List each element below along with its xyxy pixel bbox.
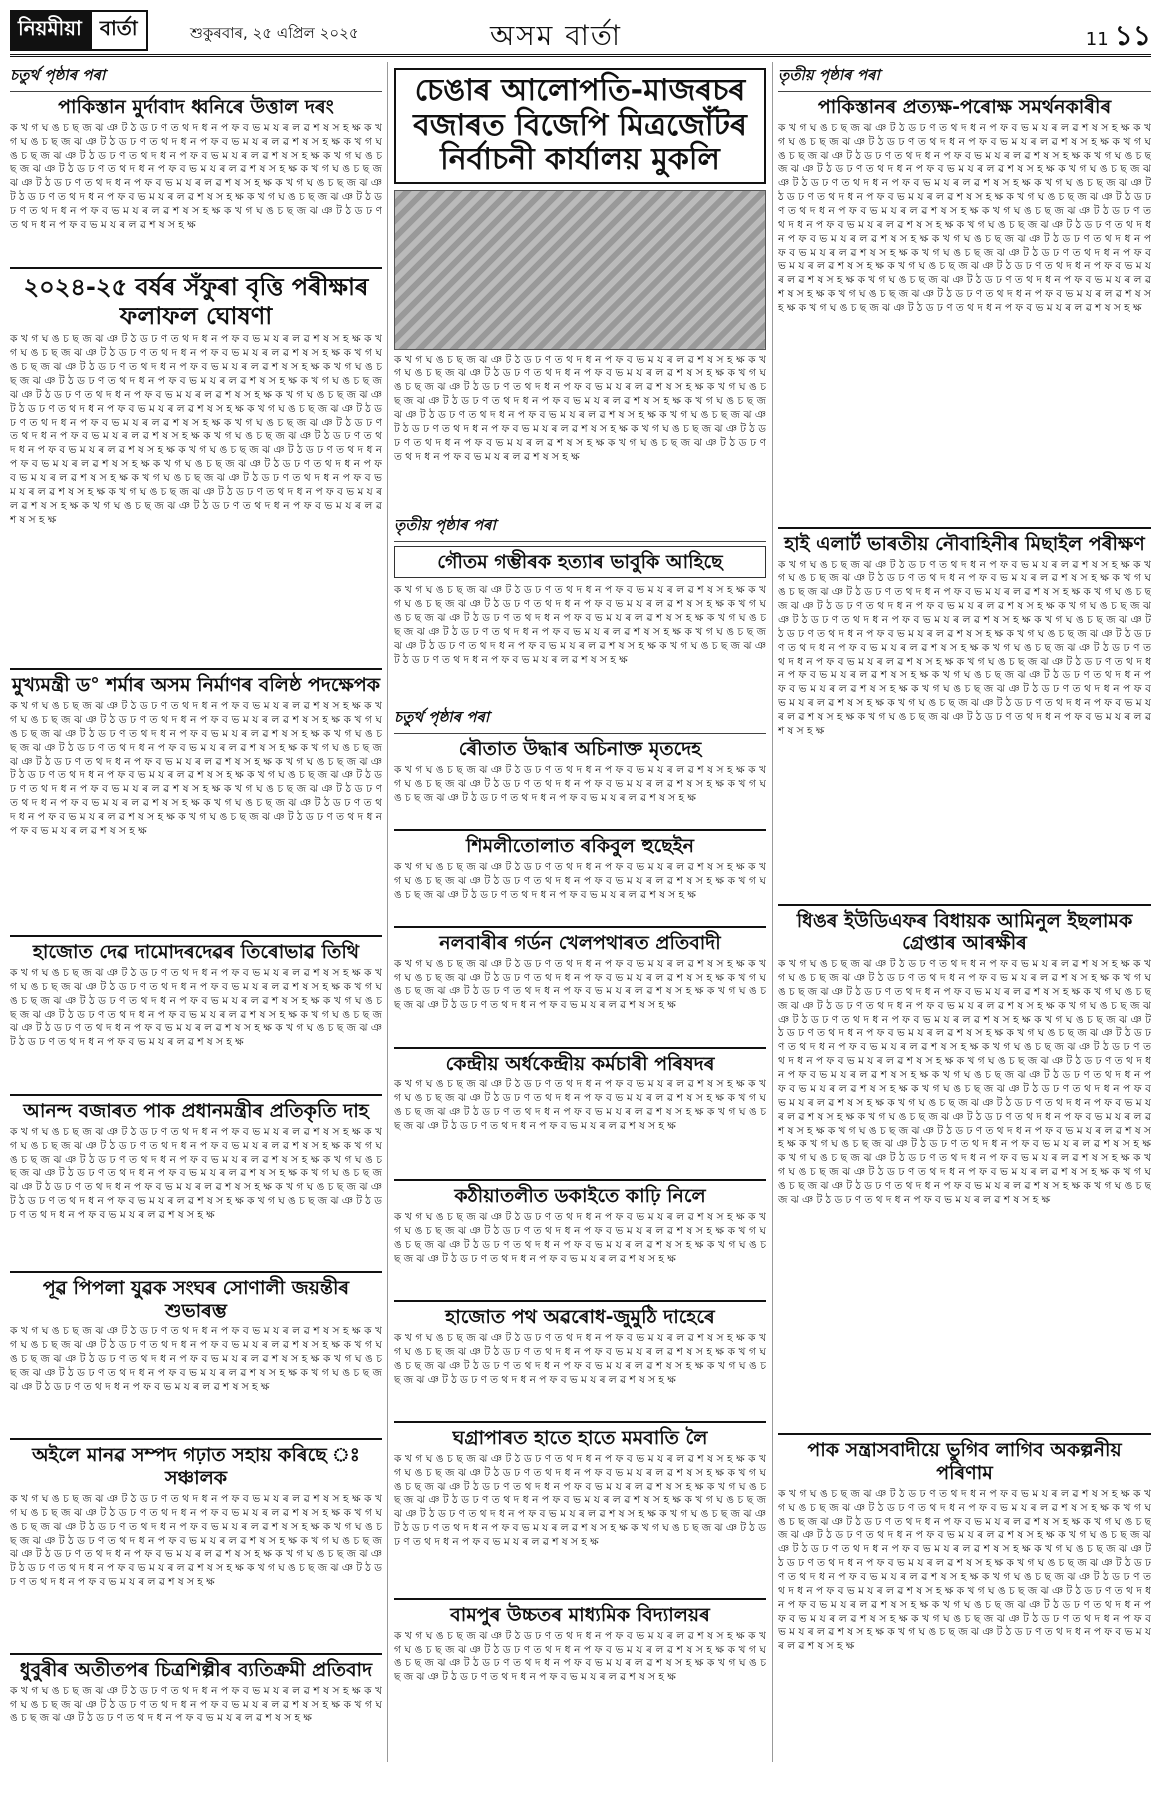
lead-headline: চেঙাৰ আলোপতি-মাজৰচৰ বজাৰত বিজেপি মিত্ৰজোঁটৰ নিৰ্বাচনী কাৰ্যালয় মুকলি: [394, 68, 766, 184]
headline: পাকিস্তান মুৰ্দাবাদ ধ্বনিৰে উত্তাল দৰং: [58, 96, 334, 118]
continued-label: তৃতীয় পৃষ্ঠাৰ পৰা: [778, 62, 1151, 92]
headline: আনন্দ বজাৰত পাক প্ৰধানমন্ত্ৰীৰ প্ৰতিকৃতি দাহ: [23, 1099, 369, 1122]
logo-right: বাৰ্তা: [90, 10, 148, 51]
section-title: অসম বাৰ্তা: [490, 19, 623, 52]
headline: অইলে মানৱ সম্পদ গঢ়াত সহায় কৰিছে ঃ সঞ্চালক: [32, 1444, 360, 1490]
article-body: ক খ গ ঘ ঙ চ ছ জ ঝ ঞ ট ঠ ড ঢ ণ ত থ দ ধ ন প ফ ব ভ ম য ৰ ল ৱ শ ষ স হ ক্ষ ক খ গ ঘ ঙ চ ছ জ ঝ ঞ ট ঠ ড ঢ ণ ত থ দ ধ ন প ফ ব ভ ম য ৰ ল ৱ শ ষ স হ ক্ষ ক খ গ ঘ ঙ চ ছ জ ঝ ঞ ট ঠ ড ঢ ণ ত থ দ ধ ন প ফ ব ভ ম য ৰ ল ৱ শ ষ স হ ক্ষ ক খ গ ঘ ঙ চ ছ জ ঝ ঞ ট ঠ ড ঢ ণ ত থ দ ধ ন প ফ ব ভ ম য ৰ ল ৱ শ ষ স হ ক্ষ: [394, 1078, 766, 1133]
article-body: ক খ গ ঘ ঙ চ ছ জ ঝ ঞ ট ঠ ড ঢ ণ ত থ দ ধ ন প ফ ব ভ ম য ৰ ল ৱ শ ষ স হ ক্ষ ক খ গ ঘ ঙ চ ছ জ ঝ ঞ ট ঠ ড ঢ ণ ত থ দ ধ ন প ফ ব ভ ম য ৰ ল ৱ শ ষ স হ ক্ষ ক খ গ ঘ ঙ চ ছ জ ঝ ঞ ট ঠ ড ঢ ণ ত থ দ ধ ন প ফ ব ভ ম য ৰ ল ৱ শ ষ স হ ক্ষ ক খ গ ঘ ঙ চ ছ জ ঝ ঞ ট ঠ ড ঢ ণ ত থ দ ধ ন প ফ ব ভ ম য ৰ ল ৱ শ ষ স হ ক্ষ ক খ গ ঘ ঙ চ ছ জ ঝ ঞ ট ঠ ড ঢ ণ ত থ দ ধ ন প ফ ব ভ ম য ৰ ল ৱ শ ষ স হ ক্ষ ক খ গ ঘ ঙ চ ছ জ ঝ ঞ ট ঠ ড ঢ ণ ত থ দ ধ ন প ফ ব ভ ম য ৰ ল ৱ শ ষ স হ ক্ষ ক খ গ ঘ ঙ চ ছ জ ঝ ঞ ট ঠ ড ঢ ণ ত থ দ ধ ন প ফ ব ভ ম য ৰ ল ৱ শ ষ স হ ক্ষ: [10, 1125, 382, 1221]
headline: কেন্দ্ৰীয় অৰ্ধকেন্দ্ৰীয় কৰ্মচাৰী পৰিষদৰ: [445, 1052, 715, 1075]
article-body: ক খ গ ঘ ঙ চ ছ জ ঝ ঞ ট ঠ ড ঢ ণ ত থ দ ধ ন প ফ ব ভ ম য ৰ ল ৱ শ ষ স হ ক্ষ ক খ গ ঘ ঙ চ ছ জ ঝ ঞ ট ঠ ড ঢ ণ ত থ দ ধ ন প ফ ব ভ ম য ৰ ল ৱ শ ষ স হ ক্ষ ক খ গ ঘ ঙ চ ছ জ ঝ ঞ ট ঠ ড ঢ ণ ত থ দ ধ ন প ফ ব ভ ম য ৰ ল ৱ শ ষ স হ ক্ষ ক খ গ ঘ ঙ চ ছ জ ঝ ঞ ট ঠ ড ঢ ণ ত থ দ ধ ন প ফ ব ভ ম য ৰ ল ৱ শ ষ স হ ক্ষ ক খ গ ঘ ঙ চ ছ জ ঝ ঞ ট ঠ ড ঢ ণ ত থ দ ধ ন প ফ ব ভ ম য ৰ ল ৱ শ ষ স হ ক্ষ ক খ গ ঘ ঙ চ ছ জ ঝ ঞ ট ঠ ড ঢ ণ ত থ দ ধ ন প ফ ব ভ ম য ৰ ল ৱ শ ষ স হ ক্ষ ক খ গ ঘ ঙ চ ছ জ ঝ ঞ ট ঠ ড ঢ ণ ত থ দ ধ ন প ফ ব ভ ম য ৰ ল ৱ শ ষ স হ ক্ষ: [394, 1452, 766, 1549]
news-photo: [394, 190, 766, 350]
headline: ঘগ্ৰাপাৰত হাতে হাতে মমবাতি লৈ: [452, 1427, 708, 1450]
headline: নলবাৰীৰ গৰ্ডন খেলপথাৰত প্ৰতিবাদী: [439, 931, 721, 954]
article-body: ক খ গ ঘ ঙ চ ছ জ ঝ ঞ ট ঠ ড ঢ ণ ত থ দ ধ ন প ফ ব ভ ম য ৰ ল ৱ শ ষ স হ ক্ষ ক খ গ ঘ ঙ চ ছ জ ঝ ঞ ট ঠ ড ঢ ণ ত থ দ ধ ন প ফ ব ভ ম য ৰ ল ৱ শ ষ স হ ক্ষ ক খ গ ঘ ঙ চ ছ জ ঝ ঞ ট ঠ ড ঢ ণ ত থ দ ধ ন প ফ ব ভ ম য ৰ ল ৱ শ ষ স হ ক্ষ: [394, 764, 766, 804]
continued-label: চতুৰ্থ পৃষ্ঠাৰ পৰা: [394, 704, 766, 734]
article-body: ক খ গ ঘ ঙ চ ছ জ ঝ ঞ ট ঠ ড ঢ ণ ত থ দ ধ ন প ফ ব ভ ম য ৰ ল ৱ শ ষ স হ ক্ষ ক খ গ ঘ ঙ চ ছ জ ঝ ঞ ট ঠ ড ঢ ণ ত থ দ ধ ন প ফ ব ভ ম য ৰ ল ৱ শ ষ স হ ক্ষ ক খ গ ঘ ঙ চ ছ জ ঝ ঞ ট ঠ ড ঢ ণ ত থ দ ধ ন প ফ ব ভ ম য ৰ ল ৱ শ ষ স হ ক্ষ ক খ গ ঘ ঙ চ ছ জ ঝ ঞ ট ঠ ড ঢ ণ ত থ দ ধ ন প ফ ব ভ ম য ৰ ল ৱ শ ষ স হ ক্ষ ক খ গ ঘ ঙ চ ছ জ ঝ ঞ ট ঠ ড ঢ ণ ত থ দ ধ ন প ফ ব ভ ম য ৰ ল ৱ শ ষ স হ ক্ষ ক খ গ ঘ ঙ চ ছ জ ঝ ঞ ট ঠ ড ঢ ণ ত থ দ ধ ন প ফ ব ভ ম য ৰ ল ৱ শ ষ স হ ক্ষ ক খ গ ঘ ঙ চ ছ জ ঝ ঞ ট ঠ ড ঢ ণ ত থ দ ধ ন প ফ ব ভ ম য ৰ ল ৱ শ ষ স হ ক্ষ ক খ গ ঘ ঙ চ ছ জ ঝ ঞ ট ঠ ড ঢ ণ ত থ দ ধ ন প ফ ব ভ ম য ৰ ল ৱ শ ষ স হ ক্ষ ক খ গ ঘ ঙ চ ছ জ ঝ ঞ ট ঠ ড ঢ ণ ত থ দ ধ ন প ফ ব ভ ম য ৰ ল ৱ শ ষ স হ ক্ষ ক খ গ ঘ ঙ চ ছ জ ঝ ঞ ট ঠ ড ঢ ণ ত থ দ ধ ন প ফ ব ভ ম য ৰ ল ৱ শ ষ স হ ক্ষ: [10, 700, 382, 837]
article-body: ক খ গ ঘ ঙ চ ছ জ ঝ ঞ ট ঠ ড ঢ ণ ত থ দ ধ ন প ফ ব ভ ম য ৰ ল ৱ শ ষ স হ ক্ষ ক খ গ ঘ ঙ চ ছ জ ঝ ঞ ট ঠ ড ঢ ণ ত থ দ ধ ন প ফ ব ভ ম য ৰ ল ৱ শ ষ স হ ক্ষ ক খ গ ঘ ঙ চ ছ জ ঝ ঞ ট ঠ ড ঢ ণ ত থ দ ধ ন প ফ ব ভ ম য ৰ ল ৱ শ ষ স হ ক্ষ ক খ গ ঘ ঙ চ ছ জ ঝ ঞ ট ঠ ড ঢ ণ ত থ দ ধ ন প ফ ব ভ ম য ৰ ল ৱ শ ষ স হ ক্ষ ক খ গ ঘ ঙ চ ছ জ ঝ ঞ ট ঠ ড ঢ ণ ত থ দ ধ ন প ফ ব ভ ম য ৰ ল ৱ শ ষ স হ ক্ষ ক খ গ ঘ ঙ চ ছ জ ঝ ঞ ট ঠ ড ঢ ণ ত থ দ ধ ন প ফ ব ভ ম য ৰ ল ৱ শ ষ স হ ক্ষ ক খ গ ঘ ঙ চ ছ জ ঝ ঞ ট ঠ ড ঢ ণ ত থ দ ধ ন প ফ ব ভ ম য ৰ ল ৱ শ ষ স হ ক্ষ ক খ গ ঘ ঙ চ ছ জ ঝ ঞ ট ঠ ড ঢ ণ ত থ দ ধ ন প ফ ব ভ ম য ৰ ল ৱ শ ষ স হ ক্ষ ক খ গ ঘ ঙ চ ছ জ ঝ ঞ ট ঠ ড ঢ ণ ত থ দ ধ ন প ফ ব ভ ম য ৰ ল ৱ শ ষ স হ ক্ষ ক খ গ ঘ ঙ চ ছ জ ঝ ঞ ট ঠ ড ঢ ণ ত থ দ ধ ন প ফ ব ভ ম য ৰ ল ৱ শ ষ স হ ক্ষ ক খ গ ঘ ঙ চ ছ জ ঝ ঞ ট ঠ ড ঢ ণ ত থ দ ধ ন প ফ ব ভ ম য ৰ ল ৱ শ ষ স হ ক্ষ ক খ গ ঘ ঙ চ ছ জ ঝ ঞ ট ঠ ড ঢ ণ ত থ দ ধ ন প ফ ব ভ ম য ৰ ল ৱ শ ষ স হ ক্ষ ক খ গ ঘ ঙ চ ছ জ ঝ ঞ ট ঠ ড ঢ ণ ত থ দ ধ ন প ফ ব ভ ম য ৰ ল ৱ শ ষ স হ ক্ষ ক খ গ ঘ ঙ চ ছ জ ঝ ঞ ট ঠ ড ঢ ণ ত থ দ ধ ন প ফ ব ভ ম য ৰ ল ৱ শ ষ স হ ক্ষ ক খ গ ঘ ঙ চ ছ জ ঝ ঞ ট ঠ ড ঢ ণ ত থ দ ধ ন প ফ ব ভ ম য ৰ ল ৱ শ ষ স হ ক্ষ ক খ গ ঘ ঙ চ ছ জ ঝ ঞ ট ঠ ড ঢ ণ ত থ দ ধ ন প ফ ব ভ ম য ৰ ল ৱ শ ষ স হ ক্ষ ক খ গ ঘ ঙ চ ছ জ ঝ ঞ ট ঠ ড ঢ ণ ত থ দ ধ ন প ফ ব ভ ম য ৰ ল ৱ শ ষ স হ ক্ষ ক খ গ ঘ ঙ চ ছ জ ঝ ঞ ট ঠ ড ঢ ণ ত থ দ ধ ন প ফ ব ভ ম য ৰ ল ৱ শ ষ স হ ক্ষ ক খ গ ঘ ঙ চ ছ জ ঝ ঞ ট ঠ ড ঢ ণ ত থ দ ধ ন প ফ ব ভ ম য ৰ ল ৱ শ ষ স হ ক্ষ: [778, 958, 1151, 1206]
headline: পূৱ পিপলা যুৱক সংঘৰ সোণালী জয়ন্তীৰ শুভাৰম্ভ: [42, 1276, 350, 1322]
article-body: ক খ গ ঘ ঙ চ ছ জ ঝ ঞ ট ঠ ড ঢ ণ ত থ দ ধ ন প ফ ব ভ ম য ৰ ল ৱ শ ষ স হ ক্ষ ক খ গ ঘ ঙ চ ছ জ ঝ ঞ ট ঠ ড ঢ ণ ত থ দ ধ ন প ফ ব ভ ম য ৰ ল ৱ শ ষ স হ ক্ষ ক খ গ ঘ ঙ চ ছ জ ঝ ঞ ট ঠ ড ঢ ণ ত থ দ ধ ন প ফ ব ভ ম য ৰ ল ৱ শ ষ স হ ক্ষ ক খ গ ঘ ঙ চ ছ জ ঝ ঞ ট ঠ ড ঢ ণ ত থ দ ধ ন প ফ ব ভ ম য ৰ ল ৱ শ ষ স হ ক্ষ ক খ গ ঘ ঙ চ ছ জ ঝ ঞ ট ঠ ড ঢ ণ ত থ দ ধ ন প ফ ব ভ ম য ৰ ল ৱ শ ষ স হ ক্ষ ক খ গ ঘ ঙ চ ছ জ ঝ ঞ ট ঠ ড ঢ ণ ত থ দ ধ ন প ফ ব ভ ম য ৰ ল ৱ শ ষ স হ ক্ষ ক খ গ ঘ ঙ চ ছ জ ঝ ঞ ট ঠ ড ঢ ণ ত থ দ ধ ন প ফ ব ভ ম য ৰ ল ৱ শ ষ স হ ক্ষ ক খ গ ঘ ঙ চ ছ জ ঝ ঞ ট ঠ ড ঢ ণ ত থ দ ধ ন প ফ ব ভ ম য ৰ ল ৱ শ ষ স হ ক্ষ: [10, 121, 382, 231]
article-body: ক খ গ ঘ ঙ চ ছ জ ঝ ঞ ট ঠ ড ঢ ণ ত থ দ ধ ন প ফ ব ভ ম য ৰ ল ৱ শ ষ স হ ক্ষ ক খ গ ঘ ঙ চ ছ জ ঝ ঞ ট ঠ ড ঢ ণ ত থ দ ধ ন প ফ ব ভ ম য ৰ ল ৱ শ ষ স হ ক্ষ ক খ গ ঘ ঙ চ ছ জ ঝ ঞ ট ঠ ড ঢ ণ ত থ দ ধ ন প ফ ব ভ ম য ৰ ল ৱ শ ষ স হ ক্ষ ক খ গ ঘ ঙ চ ছ জ ঝ ঞ ট ঠ ড ঢ ণ ত থ দ ধ ন প ফ ব ভ ম য ৰ ল ৱ শ ষ স হ ক্ষ ক খ গ ঘ ঙ চ ছ জ ঝ ঞ ট ঠ ড ঢ ণ ত থ দ ধ ন প ফ ব ভ ম য ৰ ল ৱ শ ষ স হ ক্ষ ক খ গ ঘ ঙ চ ছ জ ঝ ঞ ট ঠ ড ঢ ণ ত থ দ ধ ন প ফ ব ভ ম য ৰ ল ৱ শ ষ স হ ক্ষ ক খ গ ঘ ঙ চ ছ জ ঝ ঞ ট ঠ ড ঢ ণ ত থ দ ধ ন প ফ ব ভ ম য ৰ ল ৱ শ ষ স হ ক্ষ: [10, 1492, 382, 1589]
article-body: ক খ গ ঘ ঙ চ ছ জ ঝ ঞ ট ঠ ড ঢ ণ ত থ দ ধ ন প ফ ব ভ ম য ৰ ল ৱ শ ষ স হ ক্ষ ক খ গ ঘ ঙ চ ছ জ ঝ ঞ ট ঠ ড ঢ ণ ত থ দ ধ ন প ফ ব ভ ম য ৰ ল ৱ শ ষ স হ ক্ষ ক খ গ ঘ ঙ চ ছ জ ঝ ঞ ট ঠ ড ঢ ণ ত থ দ ধ ন প ফ ব ভ ম য ৰ ল ৱ শ ষ স হ ক্ষ ক খ গ ঘ ঙ চ ছ জ ঝ ঞ ট ঠ ড ঢ ণ ত থ দ ধ ন প ফ ব ভ ম য ৰ ল ৱ শ ষ স হ ক্ষ ক খ গ ঘ ঙ চ ছ জ ঝ ঞ ট ঠ ড ঢ ণ ত থ দ ধ ন প ফ ব ভ ম য ৰ ল ৱ শ ষ স হ ক্ষ ক খ গ ঘ ঙ চ ছ জ ঝ ঞ ট ঠ ড ঢ ণ ত থ দ ধ ন প ফ ব ভ ম য ৰ ল ৱ শ ষ স হ ক্ষ: [394, 584, 766, 666]
logo-left: নিয়মীয়া: [10, 10, 90, 51]
headline: বামপুৰ উচ্চতৰ মাধ্যমিক বিদ্যালয়ৰ: [450, 1603, 710, 1626]
column-right: [778, 62, 1151, 1818]
masthead: [10, 10, 1151, 57]
issue-date: শুকুৰবাৰ, ২৫ এপ্ৰিল ২০২৫: [190, 24, 359, 42]
headline: শিমলীতোলাত ৰকিবুল হুছেইন: [465, 835, 695, 858]
headline: মুখ্যমন্ত্ৰী ড° শৰ্মাৰ অসম নিৰ্মাণৰ বলিষ্ঠ পদক্ষেপক: [11, 674, 381, 697]
article-body: ক খ গ ঘ ঙ চ ছ জ ঝ ঞ ট ঠ ড ঢ ণ ত থ দ ধ ন প ফ ব ভ ম য ৰ ল ৱ শ ষ স হ ক্ষ ক খ গ ঘ ঙ চ ছ জ ঝ ঞ ট ঠ ড ঢ ণ ত থ দ ধ ন প ফ ব ভ ম য ৰ ল ৱ শ ষ স হ ক্ষ ক খ গ ঘ ঙ চ ছ জ ঝ ঞ ট ঠ ড ঢ ণ ত থ দ ধ ন প ফ ব ভ ম য ৰ ল ৱ শ ষ স হ ক্ষ ক খ গ ঘ ঙ চ ছ জ ঝ ঞ ট ঠ ড ঢ ণ ত থ দ ধ ন প ফ ব ভ ম য ৰ ল ৱ শ ষ স হ ক্ষ: [394, 1211, 766, 1265]
headline: পাকিস্তানৰ প্ৰত্যক্ষ-পৰোক্ষ সমৰ্থনকাৰীৰ: [817, 96, 1112, 118]
article-body: ক খ গ ঘ ঙ চ ছ জ ঝ ঞ ট ঠ ড ঢ ণ ত থ দ ধ ন প ফ ব ভ ম য ৰ ল ৱ শ ষ স হ ক্ষ ক খ গ ঘ ঙ চ ছ জ ঝ ঞ ট ঠ ড ঢ ণ ত থ দ ধ ন প ফ ব ভ ম য ৰ ল ৱ শ ষ স হ ক্ষ ক খ গ ঘ ঙ চ ছ জ ঝ ঞ ট ঠ ড ঢ ণ ত থ দ ধ ন প ফ ব ভ ম য ৰ ল ৱ শ ষ স হ ক্ষ ক খ গ ঘ ঙ চ ছ জ ঝ ঞ ট ঠ ড ঢ ণ ত থ দ ধ ন প ফ ব ভ ম য ৰ ল ৱ শ ষ স হ ক্ষ ক খ গ ঘ ঙ চ ছ জ ঝ ঞ ট ঠ ড ঢ ণ ত থ দ ধ ন প ফ ব ভ ম য ৰ ল ৱ শ ষ স হ ক্ষ ক খ গ ঘ ঙ চ ছ জ ঝ ঞ ট ঠ ড ঢ ণ ত থ দ ধ ন প ফ ব ভ ম য ৰ ল ৱ শ ষ স হ ক্ষ ক খ গ ঘ ঙ চ ছ জ ঝ ঞ ট ঠ ড ঢ ণ ত থ দ ধ ন প ফ ব ভ ম য ৰ ল ৱ শ ষ স হ ক্ষ ক খ গ ঘ ঙ চ ছ জ ঝ ঞ ট ঠ ড ঢ ণ ত থ দ ধ ন প ফ ব ভ ম য ৰ ল ৱ শ ষ স হ ক্ষ: [394, 353, 766, 463]
headline: ৰৌতাত উদ্ধাৰ অচিনাক্ত মৃতদেহ: [458, 738, 702, 761]
page-number: [1086, 14, 1151, 61]
logo: [10, 12, 148, 48]
column-rule: [772, 62, 773, 1762]
headline: পাক সন্ত্ৰাসবাদীয়ে ভুগিব লাগিব অকল্পনীয় পৰিণাম: [807, 1439, 1122, 1484]
headline: কঠীয়াতলীত ডকাইতে কাঢ়ি নিলে: [454, 1185, 706, 1208]
article-body: ক খ গ ঘ ঙ চ ছ জ ঝ ঞ ট ঠ ড ঢ ণ ত থ দ ধ ন প ফ ব ভ ম য ৰ ল ৱ শ ষ স হ ক্ষ ক খ গ ঘ ঙ চ ছ জ ঝ ঞ ট ঠ ড ঢ ণ ত থ দ ধ ন প ফ ব ভ ম য ৰ ল ৱ শ ষ স হ ক্ষ ক খ গ ঘ ঙ চ ছ জ ঝ ঞ ট ঠ ড ঢ ণ ত থ দ ধ ন প ফ ব ভ ম য ৰ ল ৱ শ ষ স হ ক্ষ ক খ গ ঘ ঙ চ ছ জ ঝ ঞ ট ঠ ড ঢ ণ ত থ দ ধ ন প ফ ব ভ ম য ৰ ল ৱ শ ষ স হ ক্ষ: [394, 1629, 766, 1684]
headline: ধুবুৰীৰ অতীতপৰ চিত্ৰশিল্পীৰ ব্যতিক্ৰমী প্ৰতিবাদ: [19, 1658, 373, 1681]
headline: হাজোত পথ অৱৰোধ-জুমুঠি দাহেৰে: [445, 1306, 715, 1329]
headline: ২০২৪-২৫ বৰ্ষৰ সঁফুৰা বৃত্তি পৰীক্ষাৰ ফলাফল ঘোষণা: [23, 272, 369, 330]
page-number-large: ১১: [1114, 19, 1151, 52]
headline: হাজোত দেৱ দামোদৰদেৱৰ তিৰোভাৱ তিথি: [32, 941, 360, 964]
article-body: ক খ গ ঘ ঙ চ ছ জ ঝ ঞ ট ঠ ড ঢ ণ ত থ দ ধ ন প ফ ব ভ ম য ৰ ল ৱ শ ষ স হ ক্ষ ক খ গ ঘ ঙ চ ছ জ ঝ ঞ ট ঠ ড ঢ ণ ত থ দ ধ ন প ফ ব ভ ম য ৰ ল ৱ শ ষ স হ ক্ষ ক খ গ ঘ ঙ চ ছ জ ঝ ঞ ট ঠ ড ঢ ণ ত থ দ ধ ন প ফ ব ভ ম য ৰ ল ৱ শ ষ স হ ক্ষ ক খ গ ঘ ঙ চ ছ জ ঝ ঞ ট ঠ ড ঢ ণ ত থ দ ধ ন প ফ ব ভ ম য ৰ ল ৱ শ ষ স হ ক্ষ ক খ গ ঘ ঙ চ ছ জ ঝ ঞ ট ঠ ড ঢ ণ ত থ দ ধ ন প ফ ব ভ ম য ৰ ল ৱ শ ষ স হ ক্ষ ক খ গ ঘ ঙ চ ছ জ ঝ ঞ ট ঠ ড ঢ ণ ত থ দ ধ ন প ফ ব ভ ম য ৰ ল ৱ শ ষ স হ ক্ষ ক খ গ ঘ ঙ চ ছ জ ঝ ঞ ট ঠ ড ঢ ণ ত থ দ ধ ন প ফ ব ভ ম য ৰ ল ৱ শ ষ স হ ক্ষ ক খ গ ঘ ঙ চ ছ জ ঝ ঞ ট ঠ ড ঢ ণ ত থ দ ধ ন প ফ ব ভ ম য ৰ ল ৱ শ ষ স হ ক্ষ ক খ গ ঘ ঙ চ ছ জ ঝ ঞ ট ঠ ড ঢ ণ ত থ দ ধ ন প ফ ব ভ ম য ৰ ল ৱ শ ষ স হ ক্ষ ক খ গ ঘ ঙ চ ছ জ ঝ ঞ ট ঠ ড ঢ ণ ত থ দ ধ ন প ফ ব ভ ম য ৰ ল ৱ শ ষ স হ ক্ষ ক খ গ ঘ ঙ চ ছ জ ঝ ঞ ট ঠ ড ঢ ণ ত থ দ ধ ন প ফ ব ভ ম য ৰ ল ৱ শ ষ স হ ক্ষ ক খ গ ঘ ঙ চ ছ জ ঝ ঞ ট ঠ ড ঢ ণ ত থ দ ধ ন প ফ ব ভ ম য ৰ ল ৱ শ ষ স হ ক্ষ ক খ গ ঘ ঙ চ ছ জ ঝ ঞ ট ঠ ড ঢ ণ ত থ দ ধ ন প ফ ব ভ ম য ৰ ল ৱ শ ষ স হ ক্ষ: [778, 558, 1151, 737]
article-body: ক খ গ ঘ ঙ চ ছ জ ঝ ঞ ট ঠ ড ঢ ণ ত থ দ ধ ন প ফ ব ভ ম য ৰ ল ৱ শ ষ স হ ক্ষ ক খ গ ঘ ঙ চ ছ জ ঝ ঞ ট ঠ ড ঢ ণ ত থ দ ধ ন প ফ ব ভ ম য ৰ ল ৱ শ ষ স হ ক্ষ ক খ গ ঘ ঙ চ ছ জ ঝ ঞ ট ঠ ড ঢ ণ ত থ দ ধ ন প ফ ব ভ ম য ৰ ল ৱ শ ষ স হ ক্ষ ক খ গ ঘ ঙ চ ছ জ ঝ ঞ ট ঠ ড ঢ ণ ত থ দ ধ ন প ফ ব ভ ম য ৰ ল ৱ শ ষ স হ ক্ষ ক খ গ ঘ ঙ চ ছ জ ঝ ঞ ট ঠ ড ঢ ণ ত থ দ ধ ন প ফ ব ভ ম য ৰ ল ৱ শ ষ স হ ক্ষ ক খ গ ঘ ঙ চ ছ জ ঝ ঞ ট ঠ ড ঢ ণ ত থ দ ধ ন প ফ ব ভ ম য ৰ ল ৱ শ ষ স হ ক্ষ ক খ গ ঘ ঙ চ ছ জ ঝ ঞ ট ঠ ড ঢ ণ ত থ দ ধ ন প ফ ব ভ ম য ৰ ল ৱ শ ষ স হ ক্ষ ক খ গ ঘ ঙ চ ছ জ ঝ ঞ ট ঠ ড ঢ ণ ত থ দ ধ ন প ফ ব ভ ম য ৰ ল ৱ শ ষ স হ ক্ষ ক খ গ ঘ ঙ চ ছ জ ঝ ঞ ট ঠ ড ঢ ণ ত থ দ ধ ন প ফ ব ভ ম য ৰ ল ৱ শ ষ স হ ক্ষ ক খ গ ঘ ঙ চ ছ জ ঝ ঞ ট ঠ ড ঢ ণ ত থ দ ধ ন প ফ ব ভ ম য ৰ ল ৱ শ ষ স হ ক্ষ ক খ গ ঘ ঙ চ ছ জ ঝ ঞ ট ঠ ড ঢ ণ ত থ দ ধ ন প ফ ব ভ ম য ৰ ল ৱ শ ষ স হ ক্ষ ক খ গ ঘ ঙ চ ছ জ ঝ ঞ ট ঠ ড ঢ ণ ত থ দ ধ ন প ফ ব ভ ম য ৰ ল ৱ শ ষ স হ ক্ষ: [778, 1487, 1151, 1653]
page-number-small: 11: [1085, 29, 1109, 50]
article-body: ক খ গ ঘ ঙ চ ছ জ ঝ ঞ ট ঠ ড ঢ ণ ত থ দ ধ ন প ফ ব ভ ম য ৰ ল ৱ শ ষ স হ ক্ষ ক খ গ ঘ ঙ চ ছ জ ঝ ঞ ট ঠ ড ঢ ণ ত থ দ ধ ন প ফ ব ভ ম য ৰ ল ৱ শ ষ স হ ক্ষ ক খ গ ঘ ঙ চ ছ জ ঝ ঞ ট ঠ ড ঢ ণ ত থ দ ধ ন প ফ ব ভ ম য ৰ ল ৱ শ ষ স হ ক্ষ ক খ গ ঘ ঙ চ ছ জ ঝ ঞ ট ঠ ড ঢ ণ ত থ দ ধ ন প ফ ব ভ ম য ৰ ল ৱ শ ষ স হ ক্ষ: [394, 1332, 766, 1386]
continued-label: চতুৰ্থ পৃষ্ঠাৰ পৰা: [10, 62, 382, 92]
headline: ধিঙৰ ইউডিএফৰ বিধায়ক আমিনুল ইছলামক গ্ৰেপ্তাৰ আৰক্ষীৰ: [796, 909, 1133, 955]
column-rule: [387, 62, 388, 1762]
column-left: [10, 62, 382, 1745]
article-body: ক খ গ ঘ ঙ চ ছ জ ঝ ঞ ট ঠ ড ঢ ণ ত থ দ ধ ন প ফ ব ভ ম য ৰ ল ৱ শ ষ স হ ক্ষ ক খ গ ঘ ঙ চ ছ জ ঝ ঞ ট ঠ ড ঢ ণ ত থ দ ধ ন প ফ ব ভ ম য ৰ ল ৱ শ ষ স হ ক্ষ ক খ গ ঘ ঙ চ ছ জ ঝ ঞ ট ঠ ড ঢ ণ ত থ দ ধ ন প ফ ব ভ ম য ৰ ল ৱ শ ষ স হ ক্ষ ক খ গ ঘ ঙ চ ছ জ ঝ ঞ ট ঠ ড ঢ ণ ত থ দ ধ ন প ফ ব ভ ম য ৰ ল ৱ শ ষ স হ ক্ষ ক খ গ ঘ ঙ চ ছ জ ঝ ঞ ট ঠ ড ঢ ণ ত থ দ ধ ন প ফ ব ভ ম য ৰ ল ৱ শ ষ স হ ক্ষ ক খ গ ঘ ঙ চ ছ জ ঝ ঞ ট ঠ ড ঢ ণ ত থ দ ধ ন প ফ ব ভ ম য ৰ ল ৱ শ ষ স হ ক্ষ ক খ গ ঘ ঙ চ ছ জ ঝ ঞ ট ঠ ড ঢ ণ ত থ দ ধ ন প ফ ব ভ ম য ৰ ল ৱ শ ষ স হ ক্ষ ক খ গ ঘ ঙ চ ছ জ ঝ ঞ ট ঠ ড ঢ ণ ত থ দ ধ ন প ফ ব ভ ম য ৰ ল ৱ শ ষ স হ ক্ষ ক খ গ ঘ ঙ চ ছ জ ঝ ঞ ট ঠ ড ঢ ণ ত থ দ ধ ন প ফ ব ভ ম য ৰ ল ৱ শ ষ স হ ক্ষ ক খ গ ঘ ঙ চ ছ জ ঝ ঞ ট ঠ ড ঢ ণ ত থ দ ধ ন প ফ ব ভ ম য ৰ ল ৱ শ ষ স হ ক্ষ ক খ গ ঘ ঙ চ ছ জ ঝ ঞ ট ঠ ড ঢ ণ ত থ দ ধ ন প ফ ব ভ ম য ৰ ল ৱ শ ষ স হ ক্ষ ক খ গ ঘ ঙ চ ছ জ ঝ ঞ ট ঠ ড ঢ ণ ত থ দ ধ ন প ফ ব ভ ম য ৰ ল ৱ শ ষ স হ ক্ষ ক খ গ ঘ ঙ চ ছ জ ঝ ঞ ট ঠ ড ঢ ণ ত থ দ ধ ন প ফ ব ভ ম য ৰ ল ৱ শ ষ স হ ক্ষ ক খ গ ঘ ঙ চ ছ জ ঝ ঞ ট ঠ ড ঢ ণ ত থ দ ধ ন প ফ ব ভ ম য ৰ ল ৱ শ ষ স হ ক্ষ ক খ গ ঘ ঙ চ ছ জ ঝ ঞ ট ঠ ড ঢ ণ ত থ দ ধ ন প ফ ব ভ ম য ৰ ল ৱ শ ষ স হ ক্ষ: [778, 121, 1151, 314]
article-body: ক খ গ ঘ ঙ চ ছ জ ঝ ঞ ট ঠ ড ঢ ণ ত থ দ ধ ন প ফ ব ভ ম য ৰ ল ৱ শ ষ স হ ক্ষ ক খ গ ঘ ঙ চ ছ জ ঝ ঞ ট ঠ ড ঢ ণ ত থ দ ধ ন প ফ ব ভ ম য ৰ ল ৱ শ ষ স হ ক্ষ ক খ গ ঘ ঙ চ ছ জ ঝ ঞ ট ঠ ড ঢ ণ ত থ দ ধ ন প ফ ব ভ ম য ৰ ল ৱ শ ষ স হ ক্ষ ক খ গ ঘ ঙ চ ছ জ ঝ ঞ ট ঠ ড ঢ ণ ত থ দ ধ ন প ফ ব ভ ম য ৰ ল ৱ শ ষ স হ ক্ষ ক খ গ ঘ ঙ চ ছ জ ঝ ঞ ট ঠ ড ঢ ণ ত থ দ ধ ন প ফ ব ভ ম য ৰ ল ৱ শ ষ স হ ক্ষ ক খ গ ঘ ঙ চ ছ জ ঝ ঞ ট ঠ ড ঢ ণ ত থ দ ধ ন প ফ ব ভ ম য ৰ ল ৱ শ ষ স হ ক্ষ: [10, 966, 382, 1049]
newspaper-page: [10, 10, 1151, 1769]
headline: গৌতম গম্ভীৰক হত্যাৰ ভাবুকি আহিছে: [394, 546, 766, 579]
article-body: ক খ গ ঘ ঙ চ ছ জ ঝ ঞ ট ঠ ড ঢ ণ ত থ দ ধ ন প ফ ব ভ ম য ৰ ল ৱ শ ষ স হ ক্ষ ক খ গ ঘ ঙ চ ছ জ ঝ ঞ ট ঠ ড ঢ ণ ত থ দ ধ ন প ফ ব ভ ম য ৰ ল ৱ শ ষ স হ ক্ষ ক খ গ ঘ ঙ চ ছ জ ঝ ঞ ট ঠ ড ঢ ণ ত থ দ ধ ন প ফ ব ভ ম য ৰ ল ৱ শ ষ স হ ক্ষ: [394, 860, 766, 901]
article-body: ক খ গ ঘ ঙ চ ছ জ ঝ ঞ ট ঠ ড ঢ ণ ত থ দ ধ ন প ফ ব ভ ম য ৰ ল ৱ শ ষ স হ ক্ষ ক খ গ ঘ ঙ চ ছ জ ঝ ঞ ট ঠ ড ঢ ণ ত থ দ ধ ন প ফ ব ভ ম য ৰ ল ৱ শ ষ স হ ক্ষ ক খ গ ঘ ঙ চ ছ জ ঝ ঞ ট ঠ ড ঢ ণ ত থ দ ধ ন প ফ ব ভ ম য ৰ ল ৱ শ ষ স হ ক্ষ ক খ গ ঘ ঙ চ ছ জ ঝ ঞ ট ঠ ড ঢ ণ ত থ দ ধ ন প ফ ব ভ ম য ৰ ল ৱ শ ষ স হ ক্ষ: [394, 957, 766, 1012]
column-middle: [394, 62, 766, 1702]
article-body: ক খ গ ঘ ঙ চ ছ জ ঝ ঞ ট ঠ ড ঢ ণ ত থ দ ধ ন প ফ ব ভ ম য ৰ ল ৱ শ ষ স হ ক্ষ ক খ গ ঘ ঙ চ ছ জ ঝ ঞ ট ঠ ড ঢ ণ ত থ দ ধ ন প ফ ব ভ ম য ৰ ল ৱ শ ষ স হ ক্ষ ক খ গ ঘ ঙ চ ছ জ ঝ ঞ ট ঠ ড ঢ ণ ত থ দ ধ ন প ফ ব ভ ম য ৰ ল ৱ শ ষ স হ ক্ষ ক খ গ ঘ ঙ চ ছ জ ঝ ঞ ট ঠ ড ঢ ণ ত থ দ ধ ন প ফ ব ভ ম য ৰ ল ৱ শ ষ স হ ক্ষ ক খ গ ঘ ঙ চ ছ জ ঝ ঞ ট ঠ ড ঢ ণ ত থ দ ধ ন প ফ ব ভ ম য ৰ ল ৱ শ ষ স হ ক্ষ ক খ গ ঘ ঙ চ ছ জ ঝ ঞ ট ঠ ড ঢ ণ ত থ দ ধ ন প ফ ব ভ ম য ৰ ল ৱ শ ষ স হ ক্ষ ক খ গ ঘ ঙ চ ছ জ ঝ ঞ ট ঠ ড ঢ ণ ত থ দ ধ ন প ফ ব ভ ম য ৰ ল ৱ শ ষ স হ ক্ষ ক খ গ ঘ ঙ চ ছ জ ঝ ঞ ট ঠ ড ঢ ণ ত থ দ ধ ন প ফ ব ভ ম য ৰ ল ৱ শ ষ স হ ক্ষ ক খ গ ঘ ঙ চ ছ জ ঝ ঞ ট ঠ ড ঢ ণ ত থ দ ধ ন প ফ ব ভ ম য ৰ ল ৱ শ ষ স হ ক্ষ ক খ গ ঘ ঙ চ ছ জ ঝ ঞ ট ঠ ড ঢ ণ ত থ দ ধ ন প ফ ব ভ ম য ৰ ল ৱ শ ষ স হ ক্ষ ক খ গ ঘ ঙ চ ছ জ ঝ ঞ ট ঠ ড ঢ ণ ত থ দ ধ ন প ফ ব ভ ম য ৰ ল ৱ শ ষ স হ ক্ষ ক খ গ ঘ ঙ চ ছ জ ঝ ঞ ট ঠ ড ঢ ণ ত থ দ ধ ন প ফ ব ভ ম য ৰ ল ৱ শ ষ স হ ক্ষ ক খ গ ঘ ঙ চ ছ জ ঝ ঞ ট ঠ ড ঢ ণ ত থ দ ধ ন প ফ ব ভ ম য ৰ ল ৱ শ ষ স হ ক্ষ ক খ গ ঘ ঙ চ ছ জ ঝ ঞ ট ঠ ড ঢ ণ ত থ দ ধ ন প ফ ব ভ ম য ৰ ল ৱ শ ষ স হ ক্ষ: [10, 333, 382, 526]
headline: হাই এলাৰ্ট ভাৰতীয় নৌবাহিনীৰ মিছাইল পৰীক্ষণ: [784, 532, 1145, 555]
continued-label: তৃতীয় পৃষ্ঠাৰ পৰা: [394, 512, 766, 542]
article-body: ক খ গ ঘ ঙ চ ছ জ ঝ ঞ ট ঠ ড ঢ ণ ত থ দ ধ ন প ফ ব ভ ম য ৰ ল ৱ শ ষ স হ ক্ষ ক খ গ ঘ ঙ চ ছ জ ঝ ঞ ট ঠ ড ঢ ণ ত থ দ ধ ন প ফ ব ভ ম য ৰ ল ৱ শ ষ স হ ক্ষ ক খ গ ঘ ঙ চ ছ জ ঝ ঞ ট ঠ ড ঢ ণ ত থ দ ধ ন প ফ ব ভ ম য ৰ ল ৱ শ ষ স হ ক্ষ: [10, 1684, 382, 1725]
article-body: ক খ গ ঘ ঙ চ ছ জ ঝ ঞ ট ঠ ড ঢ ণ ত থ দ ধ ন প ফ ব ভ ম য ৰ ল ৱ শ ষ স হ ক্ষ ক খ গ ঘ ঙ চ ছ জ ঝ ঞ ট ঠ ড ঢ ণ ত থ দ ধ ন প ফ ব ভ ম য ৰ ল ৱ শ ষ স হ ক্ষ ক খ গ ঘ ঙ চ ছ জ ঝ ঞ ট ঠ ড ঢ ণ ত থ দ ধ ন প ফ ব ভ ম য ৰ ল ৱ শ ষ স হ ক্ষ ক খ গ ঘ ঙ চ ছ জ ঝ ঞ ট ঠ ড ঢ ণ ত থ দ ধ ন প ফ ব ভ ম য ৰ ল ৱ শ ষ স হ ক্ষ ক খ গ ঘ ঙ চ ছ জ ঝ ঞ ট ঠ ড ঢ ণ ত থ দ ধ ন প ফ ব ভ ম য ৰ ল ৱ শ ষ স হ ক্ষ: [10, 1325, 382, 1393]
